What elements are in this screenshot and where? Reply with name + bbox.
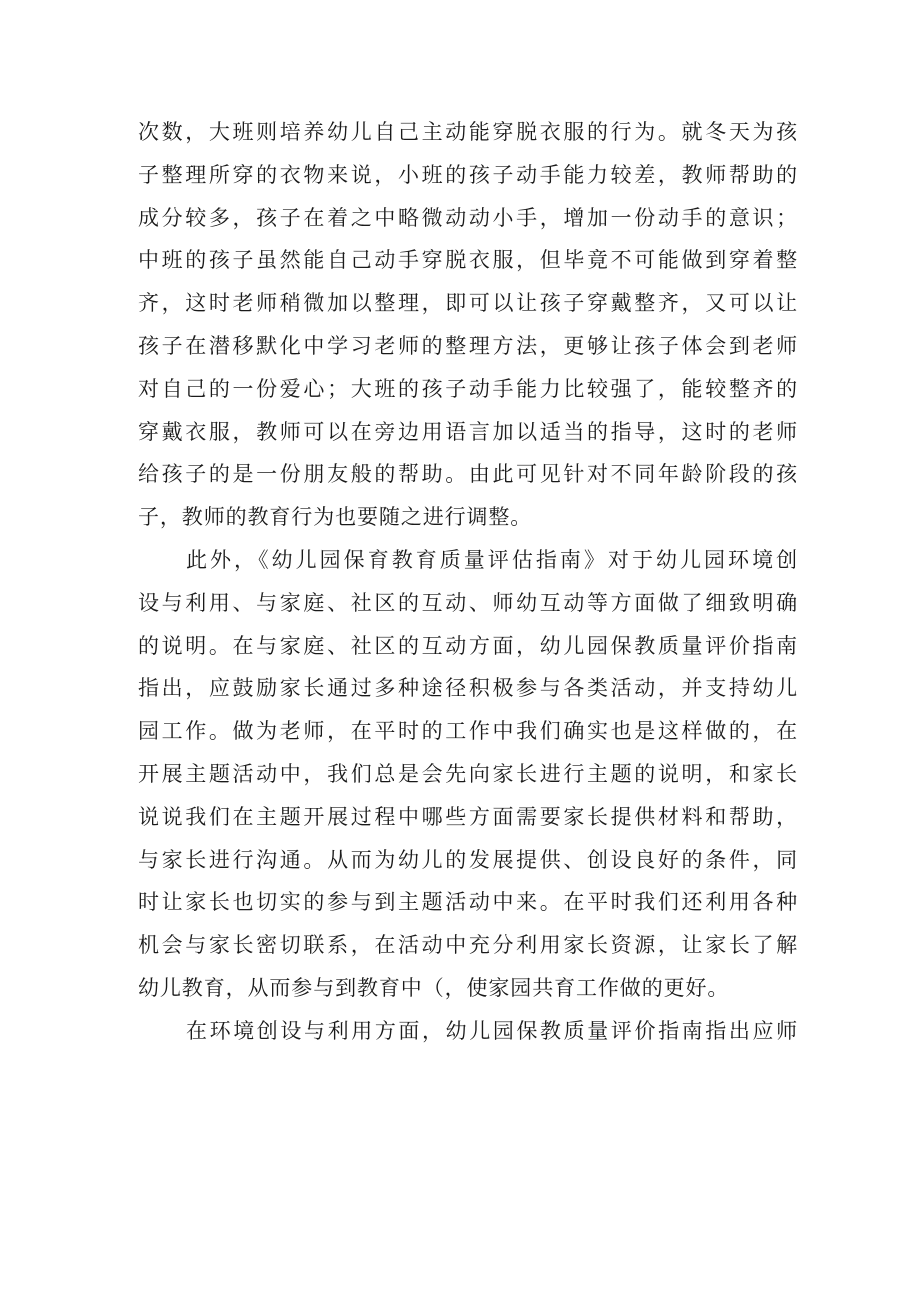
text-line-21: 幼儿教育，从而参与到教育中（，使家园共育工作做的更好。 [138,975,730,1000]
text-line-2: 子整理所穿的衣物来说，小班的孩子动手能力较差，教师帮助的 [138,162,798,187]
text-line-8: 穿戴衣服，教师可以在旁边用语言加以适当的指导，这时的老师 [138,419,798,444]
text-line-13: 的说明。在与家庭、社区的互动方面，幼儿园保教质量评价指南 [138,633,798,658]
text-line-16: 开展主题活动中，我们总是会先向家长进行主题的说明，和家长 [138,761,798,786]
text-line-1: 次数，大班则培养幼儿自己主动能穿脱衣服的行为。就冬天为孩 [138,120,798,144]
text-line-12: 设与利用、与家庭、社区的互动、师幼互动等方面做了细致明确 [138,590,798,615]
text-line-15: 园工作。做为老师，在平时的工作中我们确实也是这样做的，在 [138,719,798,744]
text-line-19: 时让家长也切实的参与到主题活动中来。在平时我们还利用各种 [138,890,798,915]
text-line-3: 成分较多，孩子在着之中略微动动小手，增加一份动手的意识； [138,205,798,230]
text-line-11: 此外，《幼儿园保育教育质量评估指南》对于幼儿园环境创 [186,547,798,572]
text-line-17: 说说我们在主题开展过程中哪些方面需要家长提供材料和帮助， [138,804,798,829]
text-line-18: 与家长进行沟通。从而为幼儿的发展提供、创设良好的条件，同 [138,847,798,872]
text-line-9: 给孩子的是一份朋友般的帮助。由此可见针对不同年龄阶段的孩 [138,462,798,487]
text-line-22: 在环境创设与利用方面，幼儿园保教质量评价指南指出应师 [186,1018,798,1043]
text-line-4: 中班的孩子虽然能自己动手穿脱衣服，但毕竟不可能做到穿着整 [138,248,798,273]
text-line-20: 机会与家长密切联系，在活动中充分利用家长资源，让家长了解 [138,933,798,958]
text-line-14: 指出，应鼓励家长通过多种途径积极参与各类活动，并支持幼儿 [138,676,798,701]
text-line-10: 子，教师的教育行为也要随之进行调整。 [138,505,533,530]
text-line-5: 齐，这时老师稍微加以整理，即可以让孩子穿戴整齐，又可以让 [138,291,798,316]
text-line-7: 对自己的一份爱心；大班的孩子动手能力比较强了，能较整齐的 [138,376,798,401]
document-body [138,111,798,1053]
text-line-6: 孩子在潜移默化中学习老师的整理方法，更够让孩子体会到老师 [138,333,798,358]
